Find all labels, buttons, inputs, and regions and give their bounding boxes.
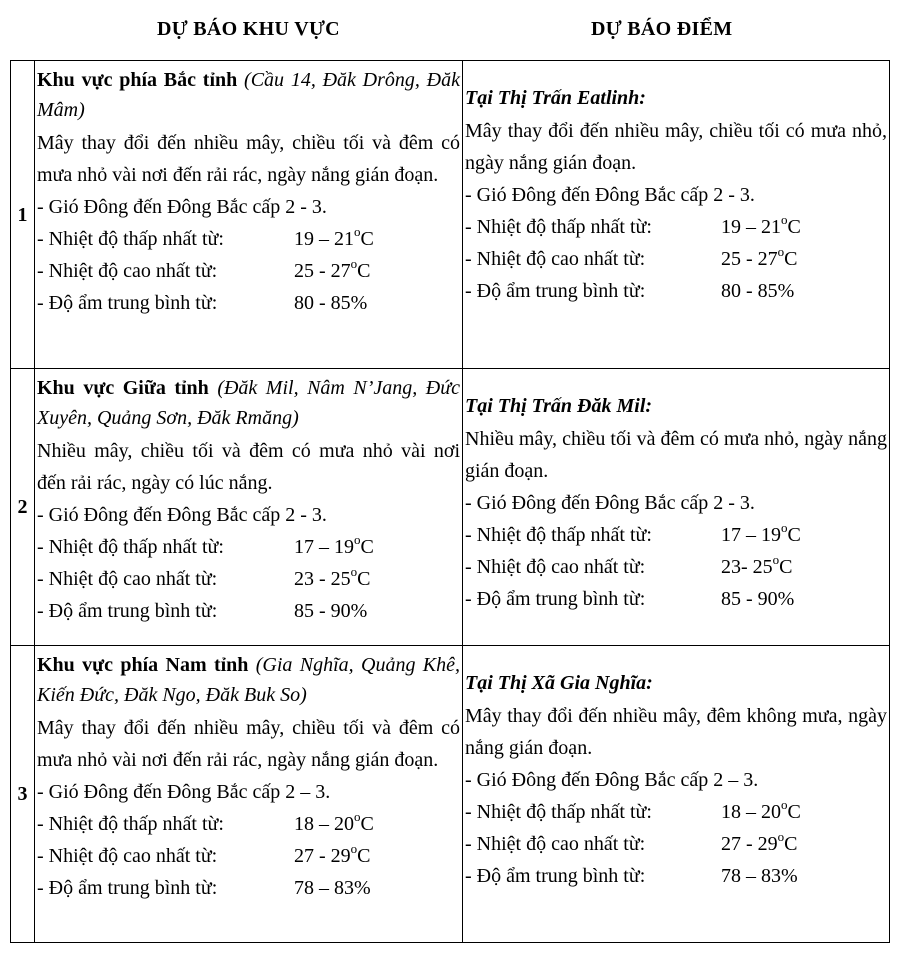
temp-min-value: 17 – 19 [721, 524, 781, 546]
point-description: Mây thay đổi đến nhiều mây, đêm không mưa, ngày nắng gián đoạn. [465, 705, 887, 759]
region-areas: (Cầu 14, Đăk Drông, Đăk Mâm) [37, 69, 461, 121]
temp-min-line: - Nhiệt độ thấp nhất từ: 19 – 21$^o$C [37, 224, 374, 250]
region-description: Mây thay đổi đến nhiều mây, chiều tối và đêm có mưa nhỏ vài nơi đến rải rác, ngày nắng gián đoạn. [37, 132, 460, 186]
wind-line: - Gió Đông đến Đông Bắc cấp 2 - 3. [37, 504, 327, 526]
temp-min-line: - Nhiệt độ thấp nhất từ: 19 – 21$^o$C [465, 212, 801, 238]
temp-min-line: - Nhiệt độ thấp nhất từ: 17 – 19$^o$C [37, 532, 374, 558]
point-description: Mây thay đổi đến nhiều mây, chiều tối có mưa nhỏ, ngày nắng gián đoạn. [465, 120, 887, 174]
wind-line: - Gió Đông đến Đông Bắc cấp 2 - 3. [465, 184, 755, 206]
humidity-line: - Độ ẩm trung bình từ: 80 - 85% [465, 275, 887, 307]
point-title: Tại Thị Trấn Đăk Mil: [465, 395, 653, 417]
temp-max-value: 25 - 27 [721, 248, 778, 270]
temp-min-value: 18 – 20 [721, 801, 781, 823]
temp-max-line: - Nhiệt độ cao nhất từ: 25 - 27$^o$C [37, 256, 371, 282]
temp-min-line: - Nhiệt độ thấp nhất từ: 17 – 19$^o$C [465, 520, 801, 546]
temp-max-value: 25 - 27 [294, 260, 351, 282]
humidity-line: - Độ ẩm trung bình từ: 85 - 90% [465, 583, 887, 615]
humidity-line: - Độ ẩm trung bình từ: 85 - 90% [37, 595, 460, 627]
wind-line: - Gió Đông đến Đông Bắc cấp 2 – 3. [465, 769, 759, 791]
table-row [11, 61, 890, 369]
region-title [37, 650, 460, 710]
temp-max-line: - Nhiệt độ cao nhất từ: 27 - 29$^o$C [37, 841, 371, 867]
region-name: Khu vực Giữa tỉnh [37, 377, 209, 399]
temp-max-value: 23 - 25 [294, 568, 351, 590]
region-title [37, 65, 460, 125]
region-title [37, 373, 460, 433]
row-number: 2 [11, 369, 35, 646]
row-number: 3 [11, 646, 35, 943]
region-cell [35, 61, 463, 369]
column-headers [0, 18, 900, 50]
point-cell [463, 369, 890, 646]
temp-max-line: - Nhiệt độ cao nhất từ: 25 - 27$^o$C [465, 244, 798, 270]
region-cell [35, 646, 463, 943]
region-cell [35, 369, 463, 646]
point-title: Tại Thị Trấn Eatlinh: [465, 87, 646, 109]
temp-max-value: 27 - 29 [721, 833, 778, 855]
temp-min-value: 18 – 20 [294, 813, 354, 835]
humidity-line: - Độ ẩm trung bình từ: 78 – 83% [465, 860, 887, 892]
table-row [11, 646, 890, 943]
wind-line: - Gió Đông đến Đông Bắc cấp 2 - 3. [465, 492, 755, 514]
humidity-value: 78 – 83% [294, 877, 371, 899]
humidity-value: 85 - 90% [721, 588, 795, 610]
temp-min-value: 19 – 21 [721, 216, 781, 238]
region-description: Nhiều mây, chiều tối và đêm có mưa nhỏ vài nơi đến rải rác, ngày có lúc nắng. [37, 440, 460, 494]
temp-min-value: 17 – 19 [294, 536, 354, 558]
humidity-value: 85 - 90% [294, 600, 368, 622]
temp-min-value: 19 – 21 [294, 228, 354, 250]
temp-max-value: 23- 25 [721, 556, 773, 578]
point-cell [463, 646, 890, 943]
humidity-value: 80 - 85% [294, 292, 368, 314]
temp-min-line: - Nhiệt độ thấp nhất từ: 18 – 20$^o$C [465, 797, 801, 823]
forecast-table [10, 60, 890, 943]
point-description: Nhiều mây, chiều tối và đêm có mưa nhỏ, ngày nắng gián đoạn. [465, 428, 887, 482]
region-name: Khu vực phía Nam tỉnh [37, 654, 249, 676]
header-point-forecast: DỰ BÁO ĐIỂM [591, 18, 733, 40]
table-row [11, 369, 890, 646]
temp-min-line: - Nhiệt độ thấp nhất từ: 18 – 20$^o$C [37, 809, 374, 835]
row-number: 1 [11, 61, 35, 369]
region-description: Mây thay đổi đến nhiều mây, chiều tối và đêm có mưa nhỏ vài nơi đến rải rác, ngày nắng gián đoạn. [37, 717, 460, 771]
region-areas: (Đăk Mil, Nâm N’Jang, Đức Xuyên, Quảng Sơn, Đăk Rmăng) [37, 377, 460, 429]
humidity-value: 78 – 83% [721, 865, 798, 887]
humidity-value: 80 - 85% [721, 280, 795, 302]
temp-max-line: - Nhiệt độ cao nhất từ: 27 - 29$^o$C [465, 829, 798, 855]
temp-max-line: - Nhiệt độ cao nhất từ: 23- 25$^o$C [465, 552, 793, 578]
region-name: Khu vực phía Bắc tỉnh [37, 69, 238, 91]
point-title: Tại Thị Xã Gia Nghĩa: [465, 672, 653, 694]
point-cell [463, 61, 890, 369]
temp-max-line: - Nhiệt độ cao nhất từ: 23 - 25$^o$C [37, 564, 371, 590]
temp-max-value: 27 - 29 [294, 845, 351, 867]
humidity-line: - Độ ẩm trung bình từ: 78 – 83% [37, 872, 460, 904]
header-region-forecast: DỰ BÁO KHU VỰC [157, 18, 340, 40]
wind-line: - Gió Đông đến Đông Bắc cấp 2 – 3. [37, 781, 331, 803]
humidity-line: - Độ ẩm trung bình từ: 80 - 85% [37, 287, 460, 319]
region-areas: (Gia Nghĩa, Quảng Khê, Kiến Đức, Đăk Ngo, Đăk Buk So) [37, 654, 461, 706]
wind-line: - Gió Đông đến Đông Bắc cấp 2 - 3. [37, 196, 327, 218]
